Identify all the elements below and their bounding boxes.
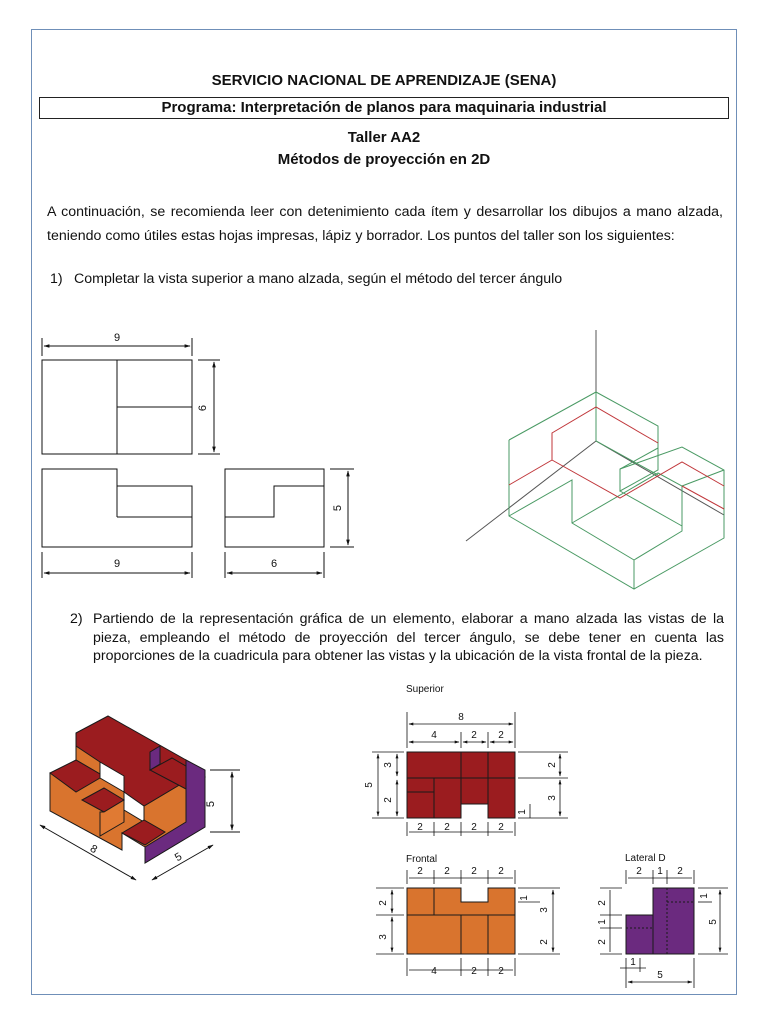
- superior-dim-total: 8: [458, 712, 464, 723]
- item-2-number: 2): [70, 611, 83, 627]
- frontal-dim-right-a: 1: [519, 895, 530, 901]
- fig1-dim-top: 9: [113, 332, 121, 344]
- superior-dim-bottom-2: 2: [444, 822, 450, 833]
- fig1-iso-wireframe: [466, 330, 724, 589]
- lateral-view: [626, 888, 694, 954]
- lateral-dim-bottom-a: 1: [630, 957, 636, 968]
- lateral-dim-right-a: 1: [699, 893, 710, 899]
- lateral-dim-bottom-b: 5: [657, 970, 663, 981]
- lateral-label: Lateral D: [625, 853, 666, 864]
- superior-dim-right-c: 1: [517, 809, 528, 815]
- superior-dim-right-a: 2: [547, 762, 558, 768]
- superior-dim-right-b: 3: [547, 795, 558, 801]
- frontal-dim-top-1: 2: [417, 866, 423, 877]
- intro-paragraph: A continuación, se recomienda leer con detenimiento cada ítem y desarrollar los dibujos a mano alzada, teniendo como útiles estas hojas impresas, lápiz y borrador. Los puntos del taller son los siguientes:: [47, 204, 723, 244]
- lateral-dim-top-c: 2: [677, 866, 683, 877]
- fig1-dim-side: 6: [197, 404, 209, 412]
- frontal-label: Frontal: [406, 854, 438, 865]
- fig1-dim-bottom-left: 9: [113, 558, 121, 570]
- superior-dim-left-b: 2: [383, 797, 394, 803]
- fig2-iso-dim-width: 5: [172, 850, 185, 865]
- frontal-dim-bottom-1: 4: [431, 966, 437, 977]
- lateral-dim-left-c: 2: [597, 939, 608, 945]
- frontal-dim-top-2: 2: [444, 866, 450, 877]
- item-1-number: 1): [50, 271, 63, 287]
- frontal-dim-bottom-3: 2: [498, 966, 504, 977]
- lateral-dim-right-b: 5: [708, 919, 719, 925]
- superior-dim-top-a: 4: [431, 730, 437, 741]
- lateral-dim-left-a: 2: [597, 900, 608, 906]
- frontal-dim-bottom-2: 2: [471, 966, 477, 977]
- lateral-dim-top-b: 1: [657, 866, 663, 877]
- superior-label: Superior: [406, 684, 444, 695]
- lateral-dim-top-a: 2: [636, 866, 642, 877]
- frontal-view: [407, 888, 515, 954]
- topic-title: Métodos de proyección en 2D: [277, 151, 491, 168]
- superior-dim-bottom-3: 2: [471, 822, 477, 833]
- lateral-dim-left-b: 1: [597, 919, 608, 925]
- superior-dim-bottom-1: 2: [417, 822, 423, 833]
- superior-dim-top-c: 2: [498, 730, 504, 741]
- superior-dim-left-a: 3: [383, 762, 394, 768]
- frontal-dim-right-c: 2: [539, 939, 550, 945]
- superior-dim-left-total: 5: [364, 782, 375, 788]
- program-title: Programa: Interpretación de planos para maquinaria industrial: [39, 97, 729, 119]
- frontal-dim-left-b: 3: [378, 934, 389, 940]
- frontal-dim-left-a: 2: [378, 900, 389, 906]
- fig1-dim-bottom-right: 6: [270, 558, 278, 570]
- fig2-iso-dim-length: 8: [87, 842, 100, 857]
- institution-title: SERVICIO NACIONAL DE APRENDIZAJE (SENA): [211, 72, 557, 89]
- fig1-views: [42, 338, 354, 578]
- item-2-text: Partiendo de la representación gráfica de un elemento, elaborar a mano alzada las vistas de la pieza, empleando el método de proyección del tercer ángulo, se debe tener en cuenta las proporciones de la cuadricula para obtener las vistas y la ubicación de la vista frontal de la pieza.: [93, 611, 724, 664]
- fig2-iso-dim-height: 5: [205, 800, 217, 808]
- superior-dim-top-b: 2: [471, 730, 477, 741]
- superior-dim-bottom-4: 2: [498, 822, 504, 833]
- workshop-title: Taller AA2: [347, 129, 421, 146]
- frontal-dim-top-3: 2: [471, 866, 477, 877]
- item-1-text: Completar la vista superior a mano alzada, según el método del tercer ángulo: [74, 271, 563, 287]
- superior-view: [407, 752, 515, 818]
- frontal-dim-right-b: 3: [539, 907, 550, 913]
- fig1-dim-height: 5: [332, 504, 344, 512]
- frontal-dim-top-4: 2: [498, 866, 504, 877]
- fig2-iso-piece: [50, 716, 205, 863]
